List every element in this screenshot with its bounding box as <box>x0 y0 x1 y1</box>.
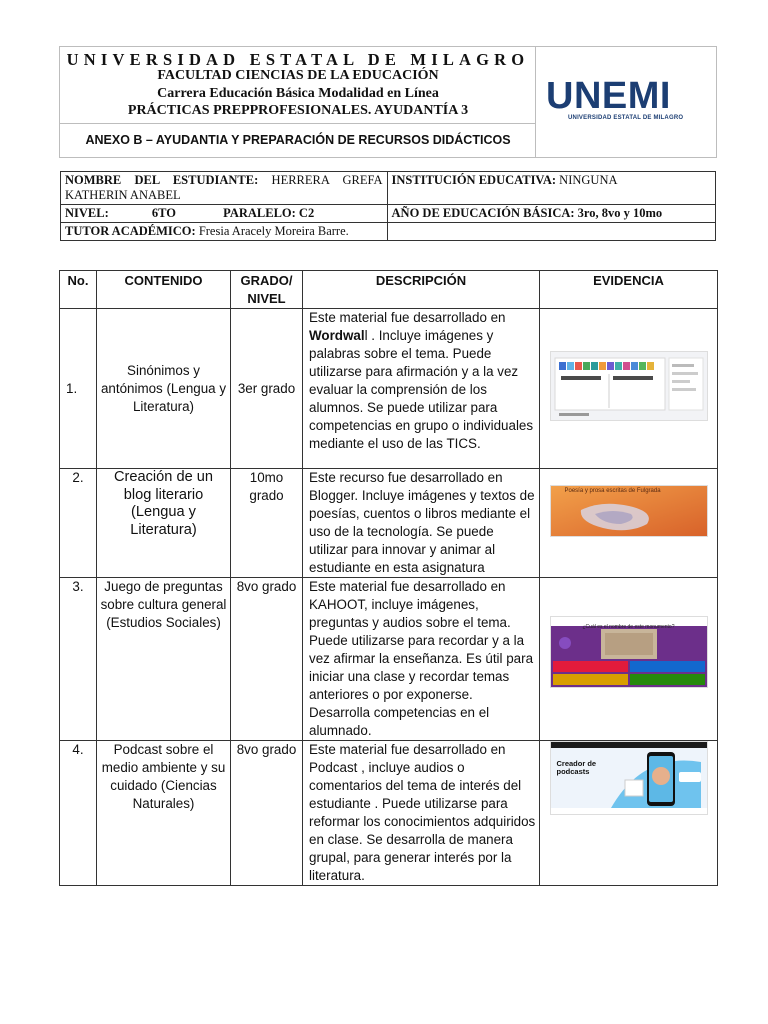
faculty-name: FACULTAD CIENCIAS DE LA EDUCACIÓN <box>157 68 439 83</box>
row-evidence <box>540 578 718 741</box>
tutor-cell <box>61 223 388 241</box>
row-content: Sinónimos y antónimos (Lengua y Literatura) <box>97 309 231 469</box>
university-name: UNIVERSIDAD ESTATAL DE MILAGRO <box>66 50 530 69</box>
table-row <box>60 309 718 469</box>
kahoot-screenshot <box>550 616 708 688</box>
logo-word: UNEMI <box>546 75 671 117</box>
level-cell <box>61 205 388 223</box>
header-description: DESCRIPCIÓN <box>303 271 540 309</box>
level-value: 6TO <box>151 206 176 220</box>
institution-cell <box>387 172 715 205</box>
desc-post: l . Incluye imágenes y palabras sobre el tema. Puede utilizarse para afirmación y a la vez evaluar la comprensión de los alumnos. Se puede utilizar para competencias en grupo o individuales mediante el uso de las TICS. <box>309 328 534 451</box>
row-evidence <box>540 741 718 886</box>
header-text-block <box>60 47 536 157</box>
podcast-title: Creador de podcasts <box>556 759 597 776</box>
row-number: 4. <box>60 741 97 886</box>
institution-label: INSTITUCIÓN EDUCATIVA: <box>391 173 557 187</box>
level-row <box>61 205 716 223</box>
desc-bold: Wordwal <box>309 328 365 343</box>
unemi-logo <box>546 75 706 127</box>
row-description: Este recurso fue desarrollado en Blogger. Incluye imágenes y textos de poesías, cuentos o libros mediante el uso de la tecnología. Se puede utilizar para innovar y animar al estudiante en esta asignatura <box>303 469 540 578</box>
row-content: Creación de un blog literario (Lengua y Literatura) <box>97 469 231 578</box>
podcast-screenshot <box>550 741 708 815</box>
row-grade: 3er grado <box>231 309 303 469</box>
practice-title: PRÁCTICAS PREPPROFESIONALES. AYUDANTÍA 3 <box>127 103 469 118</box>
student-row <box>61 172 716 205</box>
blog-screenshot <box>550 485 708 537</box>
level-label: NIVEL: <box>65 206 109 220</box>
empty-cell <box>387 223 715 241</box>
desc-pre: Este material fue desarrollado en <box>309 310 506 325</box>
row-description <box>303 309 540 469</box>
row-grade: 8vo grado <box>231 578 303 741</box>
career-name: Carrera Educación Básica Modalidad en Línea <box>157 86 439 101</box>
row-number: 1. <box>60 309 97 469</box>
resources-table <box>59 270 718 886</box>
blog-title: Poesía y prosa escritas de Fulgrada <box>564 488 661 494</box>
table-row <box>60 469 718 578</box>
logo-subtitle: UNIVERSIDAD ESTATAL DE MILAGRO <box>568 115 684 121</box>
student-name-cell <box>61 172 388 205</box>
institution-value: NINGUNA <box>556 173 618 187</box>
row-content: Juego de preguntas sobre cultura general (Estudios Sociales) <box>97 578 231 741</box>
parallel-label: PARALELO: C2 <box>223 206 315 220</box>
student-info-table <box>60 171 716 241</box>
row-grade: 8vo grado <box>231 741 303 886</box>
year-cell: AÑO DE EDUCACIÓN BÁSICA: 3ro, 8vo y 10mo <box>387 205 715 223</box>
header-evidence: EVIDENCIA <box>540 271 718 309</box>
row-description: Este material fue desarrollado en Podcast , incluye audios o comentarios del tema de interés del estudiante . Puede utilizarse para reformar los conocimientos adquiridos en clase. Se desarrolla de manera grupal, para generar interés por la literatura. <box>303 741 540 886</box>
document-header <box>59 46 717 158</box>
tutor-label: TUTOR ACADÉMICO: <box>65 224 196 238</box>
tutor-row <box>61 223 716 241</box>
student-value: HERRERA GREFA KATHERIN ANABEL <box>65 173 383 202</box>
table-row <box>60 578 718 741</box>
row-number: 2. <box>60 469 97 578</box>
tutor-value: Fresia Aracely Moreira Barre. <box>195 224 349 238</box>
row-grade: 10mo grado <box>231 469 303 578</box>
podcast-preview-graphic <box>551 742 707 814</box>
wordwall-screenshot <box>550 351 708 421</box>
kahoot-question: ¿Cuál es el nombre de este monumento? <box>582 624 675 630</box>
header-no: No. <box>60 271 97 309</box>
row-description: Este material fue desarrollado en KAHOOT, incluye imágenes, preguntas y audios sobre el tema. Puede utilizarse para recordar y a la vez afirmar la enseñanza. Es útil para iniciar una clase y recordar temas anteriores o por exponerse. Desarrolla competencias en el alumnado. <box>303 578 540 741</box>
header-grade: GRADO/ NIVEL <box>231 271 303 309</box>
annex-title: ANEXO B – AYUDANTIA Y PREPARACIÓN DE RECURSOS DIDÁCTICOS <box>60 123 536 158</box>
wordwall-preview-graphic <box>551 352 707 420</box>
row-evidence <box>540 309 718 469</box>
row-evidence <box>540 469 718 578</box>
table-header-row <box>60 271 718 309</box>
header-content: CONTENIDO <box>97 271 231 309</box>
row-number: 3. <box>60 578 97 741</box>
row-content: Podcast sobre el medio ambiente y su cuidado (Ciencias Naturales) <box>97 741 231 886</box>
student-label: NOMBRE DEL ESTUDIANTE: <box>65 173 259 187</box>
table-row <box>60 741 718 886</box>
